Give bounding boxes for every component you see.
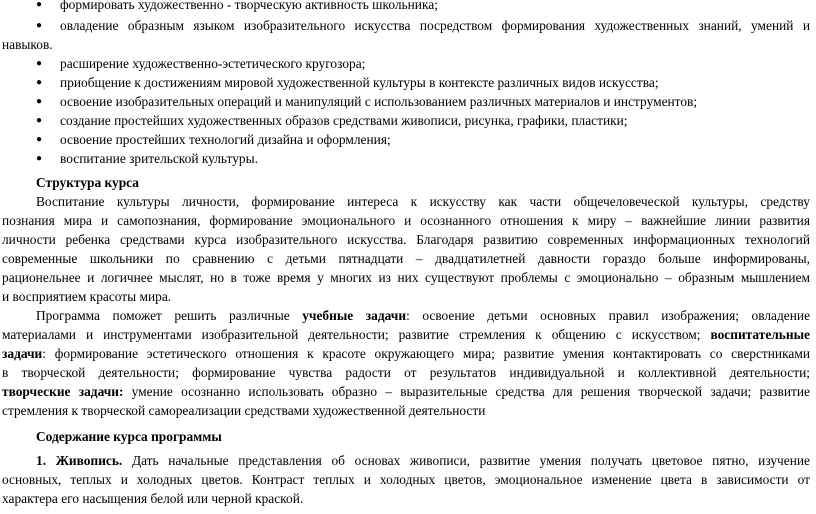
text-run-bold: учебные задачи	[302, 308, 407, 323]
paragraph-line	[36, 452, 810, 469]
text-run: материалами и инструментами изобразительной деятельности; развитие стремления к общению с искусством;	[2, 327, 711, 342]
paragraph-line	[2, 383, 810, 400]
paragraph-line: познания мира и самопознания, формирование эмоционального и осознанного отношения к миру – важнейшие линии развития	[2, 213, 810, 228]
bullet-item	[36, 93, 796, 110]
text-run-bold: задачи	[2, 346, 43, 361]
paragraph-line: личности ребенка средствами курса изобразительного искусства. Благодаря развитию современных информационных технологий	[2, 232, 810, 247]
text-run: Программа поможет решить различные	[36, 308, 303, 323]
text-run-bold: творческие задачи:	[2, 384, 124, 399]
bullet-icon: ●	[36, 77, 43, 88]
paragraph-line: современные школьники по сравнению с детьми пятнадцати – двадцатилетней давности гораздо больше информированы,	[2, 251, 810, 266]
bullet-item	[36, 150, 796, 167]
paragraph-line: основных, теплых и холодных цветов. Контраст теплых и холодных цветов, эмоциональное изменение цвета в зависимости от	[2, 472, 810, 487]
bullet-text: воспитание зрительской культуры.	[60, 151, 258, 166]
paragraph-line: характера его насыщения белой или черной краской.	[2, 491, 304, 506]
section-heading: Содержание курса программы	[36, 429, 222, 444]
bullet-text-continuation: навыков.	[2, 37, 53, 52]
bullet-text: приобщение к достижениям мировой художественной культуры в контексте различных видов искусства;	[60, 75, 659, 90]
bullet-text: освоение простейших технологий дизайна и оформления;	[60, 132, 391, 147]
bullet-text: овладение образным языком изобразительного искусства посредством формирования художественных знаний, умений и	[60, 18, 810, 33]
paragraph-line: рационельнее и логичнее мыслят, но в тоже время у многих из них существуют проблемы с эмоционально – образным мышлением	[2, 270, 810, 285]
bullet-item	[36, 17, 810, 34]
paragraph-line	[2, 345, 810, 362]
text-run-bold: воспитательные	[710, 327, 810, 342]
paragraph-line	[2, 326, 810, 343]
bullet-icon: ●	[36, 115, 43, 126]
bullet-item	[36, 112, 796, 129]
text-run-bold: 1. Живопись.	[36, 453, 123, 468]
bullet-item	[36, 74, 796, 91]
bullet-text: создание простейших художественных образов средствами живописи, рисунка, графики, пластики;	[60, 113, 628, 128]
bullet-icon: ●	[36, 134, 43, 145]
bullet-icon: ●	[36, 153, 43, 164]
text-run: : освоение детьми основных правил изображения; овладение	[406, 308, 811, 323]
bullet-icon: ●	[36, 58, 43, 69]
bullet-icon: ●	[36, 20, 43, 31]
section-heading: Структура курса	[36, 175, 139, 190]
text-run: : формирование эстетического отношения к красоте окружающего мира; развитие умения контактировать со сверстниками	[42, 346, 810, 361]
bullet-item	[36, 55, 796, 72]
paragraph-line	[36, 307, 810, 324]
paragraph-line: Воспитание культуры личности, формирование интереса к искусству как части общечеловеческой культуры, средству	[36, 194, 810, 209]
text-run: умение осознанно использовать образно – выразительные средства для решения творческой задачи; развитие	[123, 384, 810, 399]
bullet-text: расширение художественно-эстетического кругозора;	[60, 56, 366, 71]
bullet-text: освоение изобразительных операций и манипуляций с использованием различных материалов и инструментов;	[60, 94, 698, 109]
bullet-item	[36, 131, 796, 148]
paragraph-line: в творческой деятельности; формирование чувства радости от результатов индивидуальной и коллективной деятельности;	[2, 365, 810, 380]
bullet-icon: ●	[36, 0, 43, 10]
bullet-item	[36, 0, 796, 13]
paragraph-line: и восприятием красоты мира.	[2, 289, 172, 304]
text-run: Дать начальные представления об основах живописи, развитие умения получать цветовое пятно, изучение	[122, 453, 811, 468]
bullet-text: формировать художественно - творческую активность школьника;	[60, 0, 438, 12]
bullet-icon: ●	[36, 96, 43, 107]
paragraph-line: стремления к творческой самореализации средствами художественной деятельности	[2, 403, 486, 418]
